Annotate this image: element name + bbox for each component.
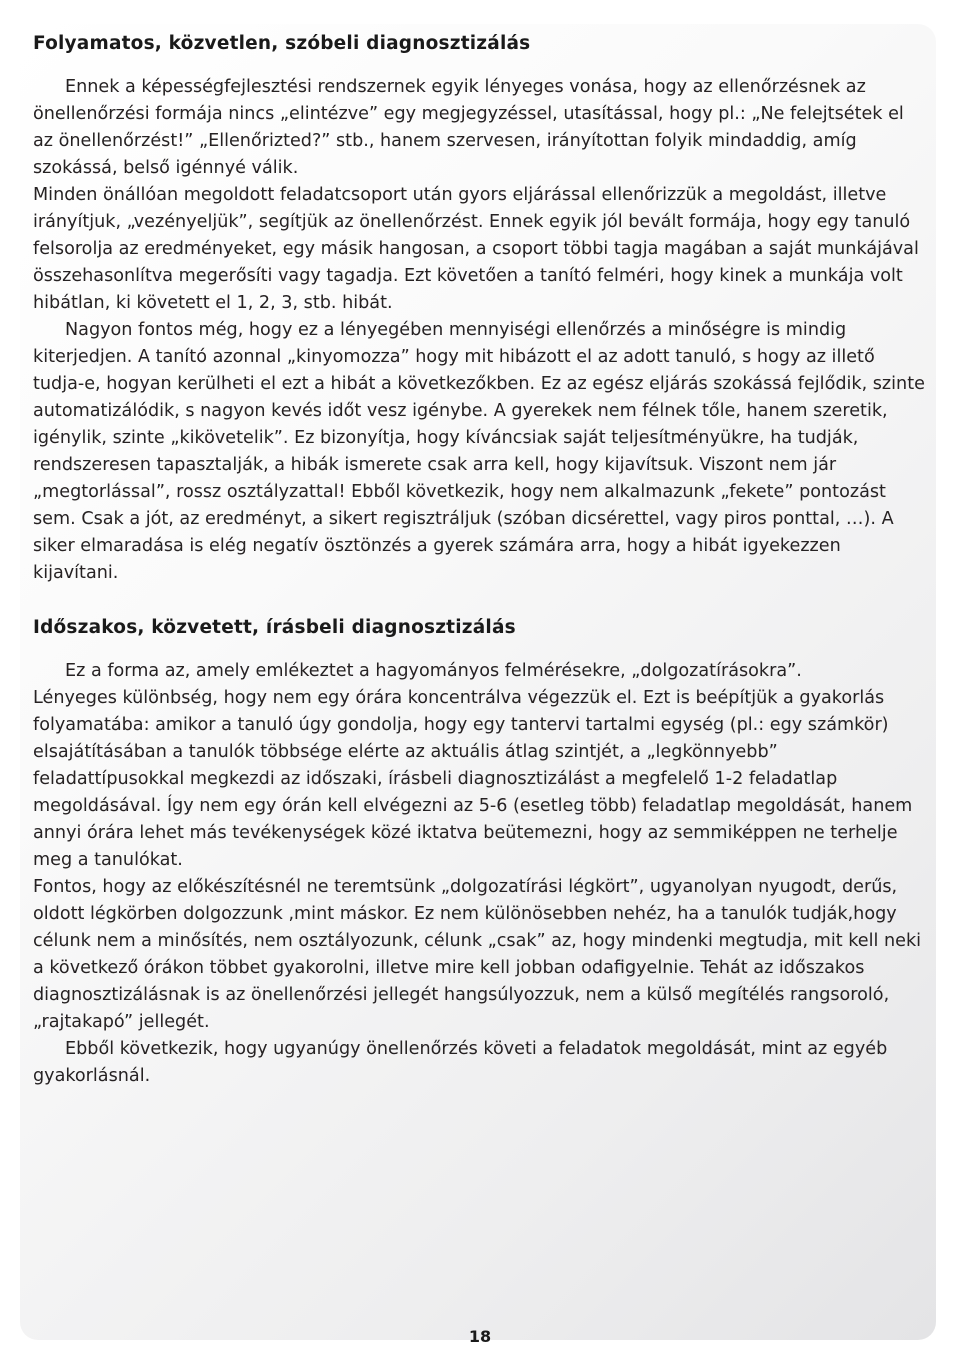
paragraph: Fontos, hogy az előkészítésnél ne teremtsünk „dolgozatírási légkört”, ugyanolyan nyugodt, derűs, oldott légkörben dolgozzunk ,mint máskor. Ez nem különösebben nehéz, ha a tanulók tudják,hogy célunk nem a minősítés, nem osztályozunk, célunk „csak” az, hogy mindenki megtudja, mit kell neki a következő órákon többet gyakorolni, illetve mire kell jobban odafigyelnie. Tehát az időszakos diagnosztizálásnak is az önellenőrzési jellegét hangsúlyozzuk, nem a külső megítélés rangsoroló, „rajtakapó” jellegét. — [33, 877, 922, 1032]
paragraph: Ebből következik, hogy ugyanúgy önellenőrzés követi a feladatok megoldását, mint az egyéb gyakorlásnál. — [33, 1039, 888, 1086]
page-content — [33, 30, 925, 1090]
section-heading-periodic-diagnosis: Időszakos, közvetett, írásbeli diagnosztizálás — [33, 617, 516, 638]
paragraph: Nagyon fontos még, hogy ez a lényegében mennyiségi ellenőrzés a minőségre is mindig kiterjedjen. A tanító azonnal „kinyomozza” hogy mit hibázott el az adott tanuló, s hogy az illető tudja-e, hogyan kerülheti el ezt a hibát a következőkben. Ez az egész eljárás szokássá fejlődik, szinte automatizálódik, s nagyon kevés időt vesz igénybe. A gyerekek nem félnek tőle, hanem szeretik, igénylik, szinte „kikövetelik”. Ez bizonyítja, hogy kíváncsiak saját teljesítményükre, ha tudják, rendszeresen tapasztalják, a hibák ismerete csak arra kell, hogy kijavítsuk. Viszont nem jár „megtorlással”, rossz osztályzattal! Ebből következik, hogy nem alkalmazunk „fekete” pontozást sem. Csak a jót, az eredményt, a sikert regisztráljuk (szóban dicsérettel, vagy piros ponttal, …). A siker elmaradása is elég negatív ösztönzés a gyerek számára arra, hogy a hibát igyekezzen kijavítani. — [33, 320, 925, 583]
paragraph: Lényeges különbség, hogy nem egy órára koncentrálva végezzük el. Ezt is beépítjük a gyakorlás folyamatába: amikor a tanuló úgy gondolja, hogy egy tantervi tartalmi egység (pl.: egy számkör) elsajátításában a tanulók többsége elérte az aktuális átlag szintjét, a „legkönnyebb” feladattípusokkal megkezdi az időszaki, írásbeli diagnosztizálást a megfelelő 1-2 feladatlap megoldásával. Így nem egy órán kell elvégezni az 5-6 (esetleg több) feladatlap megoldását, hanem annyi órára lehet más tevékenységek közé iktatva beütemezni, hogy az semmiképpen ne terhelje meg a tanulókat. — [33, 688, 913, 870]
paragraph: Minden önállóan megoldott feladatcsoport után gyors eljárással ellenőrizzük a megoldást, illetve irányítjuk, „vezényeljük”, segítjük az önellenőrzést. Ennek egyik jól bevált formája, hogy egy tanuló felsorolja az eredményeket, egy másik hangosan, a csoport többi tagja magában a saját munkájával összehasonlítva megerősíti vagy tagadja. Ezt követően a tanító felméri, hogy kinek a munkája volt hibátlan, ki követett el 1, 2, 3, stb. hibát. — [33, 185, 919, 313]
section-heading-continuous-diagnosis: Folyamatos, közvetlen, szóbeli diagnosztizálás — [33, 33, 531, 54]
paragraph: Ez a forma az, amely emlékeztet a hagyományos felmérésekre, „dolgozatírásokra”. — [65, 661, 802, 681]
page-number: 18 — [468, 1327, 492, 1346]
paragraph: Ennek a képességfejlesztési rendszernek egyik lényeges vonása, hogy az ellenőrzésnek az önellenőrzési formája nincs „elintézve” egy megjegyzéssel, utasítással, hogy pl.: „Ne felejtsétek el az önellenőrzést!” „Ellenőrizted?” stb., hanem szervesen, irányítottan folyik mindaddig, amíg szokássá, belső igénnyé válik. — [33, 77, 904, 178]
